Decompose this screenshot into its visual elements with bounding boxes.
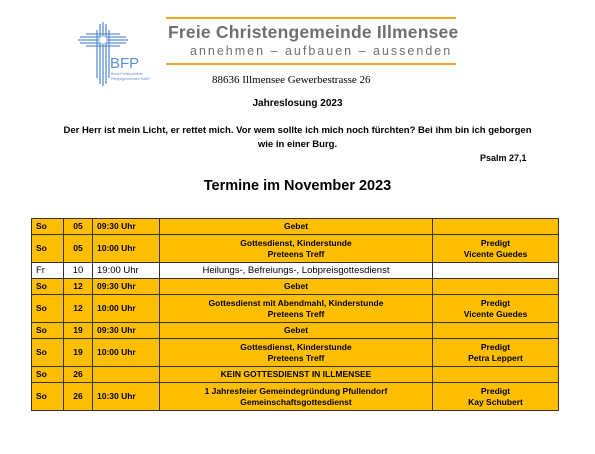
cell-day: So bbox=[32, 383, 64, 411]
cell-event bbox=[160, 367, 433, 383]
cell-note bbox=[433, 219, 559, 235]
cell-time: 10:00 Uhr bbox=[93, 339, 160, 367]
cell-date: 26 bbox=[64, 367, 93, 383]
bfp-logo bbox=[78, 20, 160, 88]
cell-note bbox=[433, 279, 559, 295]
cell-day: So bbox=[32, 323, 64, 339]
event-line: Gebet bbox=[283, 221, 309, 231]
cell-event bbox=[160, 323, 433, 339]
cell-date: 19 bbox=[64, 339, 93, 367]
event-line: Preteens Treff bbox=[267, 248, 325, 259]
table-row bbox=[32, 295, 559, 323]
table-row bbox=[32, 367, 559, 383]
cell-event bbox=[160, 339, 433, 367]
cell-time: 09:30 Uhr bbox=[93, 219, 160, 235]
annual-verse-text: Der Herr ist mein Licht, er rettet mich. Vor wem sollte ich mich noch fürchten? Bei ihm bin ich geborgen wie in einer Burg. bbox=[63, 125, 532, 150]
cell-time: 19:00 Uhr bbox=[93, 263, 160, 279]
address: 88636 Illmensee Gewerbestrasse 26 bbox=[212, 74, 371, 86]
note-line: Petra Leppert bbox=[468, 352, 523, 363]
cell-time: 10:00 Uhr bbox=[93, 295, 160, 323]
event-line: Gebet bbox=[283, 325, 309, 335]
event-line: Gebet bbox=[283, 281, 309, 291]
table-row bbox=[32, 235, 559, 263]
organization-name: Freie Christengemeinde Illmensee bbox=[168, 22, 459, 42]
table-row bbox=[32, 383, 559, 411]
cell-day: So bbox=[32, 235, 64, 263]
cell-date: 12 bbox=[64, 295, 93, 323]
event-line: Preteens Treff bbox=[267, 352, 325, 363]
cell-time: 09:30 Uhr bbox=[93, 323, 160, 339]
cell-day: So bbox=[32, 339, 64, 367]
note-line: Vicente Guedes bbox=[463, 308, 528, 319]
annual-verse-title: Jahreslosung 2023 bbox=[252, 98, 343, 109]
cell-day: So bbox=[32, 367, 64, 383]
cell-time bbox=[93, 367, 160, 383]
table-row bbox=[32, 219, 559, 235]
logo-subtext-2: Pfingstgemeinden KdöR bbox=[111, 77, 150, 81]
cell-event bbox=[160, 219, 433, 235]
cell-day: So bbox=[32, 219, 64, 235]
cell-day: Fr bbox=[32, 263, 64, 279]
cell-note bbox=[433, 383, 559, 411]
event-line: KEIN GOTTESDIENST IN ILLMENSEE bbox=[220, 369, 372, 379]
cell-day: So bbox=[32, 295, 64, 323]
note-line: Predigt bbox=[480, 297, 511, 308]
event-line: Gottesdienst, Kinderstunde bbox=[240, 341, 352, 352]
event-line: Heilungs-, Befreiungs-, Lobpreisgottesdienst bbox=[202, 265, 390, 276]
cell-event bbox=[160, 383, 433, 411]
event-line: 1 Jahresfeier Gemeindegründung Pfullendorf bbox=[204, 385, 388, 396]
note-line: Predigt bbox=[480, 385, 511, 396]
cell-day: So bbox=[32, 279, 64, 295]
cell-note bbox=[433, 339, 559, 367]
cell-note bbox=[433, 295, 559, 323]
cell-event bbox=[160, 279, 433, 295]
tagline: annehmen – aufbauen – aussenden bbox=[190, 44, 453, 58]
annual-verse-reference: Psalm 27,1 bbox=[480, 153, 527, 163]
cell-date: 19 bbox=[64, 323, 93, 339]
note-line: Predigt bbox=[480, 341, 511, 352]
cell-date: 10 bbox=[64, 263, 93, 279]
cell-event bbox=[160, 235, 433, 263]
cell-time: 10:30 Uhr bbox=[93, 383, 160, 411]
cell-note bbox=[433, 263, 559, 279]
cell-note bbox=[433, 235, 559, 263]
header-top-rule bbox=[166, 17, 456, 19]
schedule-table bbox=[31, 218, 559, 411]
cell-event bbox=[160, 263, 433, 279]
cell-date: 26 bbox=[64, 383, 93, 411]
cell-note bbox=[433, 367, 559, 383]
table-row bbox=[32, 263, 559, 279]
cell-time: 09:30 Uhr bbox=[93, 279, 160, 295]
cell-note bbox=[433, 323, 559, 339]
schedule-title: Termine im November 2023 bbox=[203, 178, 392, 194]
logo-subtext-1: Bund Freikirchlicher bbox=[111, 72, 143, 76]
header-bottom-rule bbox=[166, 63, 456, 65]
cell-date: 05 bbox=[64, 219, 93, 235]
event-line: Gottesdienst mit Abendmahl, Kinderstunde bbox=[208, 297, 384, 308]
note-line: Predigt bbox=[480, 237, 511, 248]
note-line: Vicente Guedes bbox=[463, 248, 528, 259]
table-row bbox=[32, 339, 559, 367]
table-row bbox=[32, 279, 559, 295]
cell-time: 10:00 Uhr bbox=[93, 235, 160, 263]
cell-date: 12 bbox=[64, 279, 93, 295]
note-line: Kay Schubert bbox=[468, 396, 523, 407]
logo-wordmark: BFP bbox=[110, 55, 140, 72]
event-line: Gottesdienst, Kinderstunde bbox=[240, 237, 352, 248]
cell-date: 05 bbox=[64, 235, 93, 263]
cell-event bbox=[160, 295, 433, 323]
event-line: Gemeinschaftsgottesdienst bbox=[240, 396, 352, 407]
event-line: Preteens Treff bbox=[267, 308, 325, 319]
table-row bbox=[32, 323, 559, 339]
